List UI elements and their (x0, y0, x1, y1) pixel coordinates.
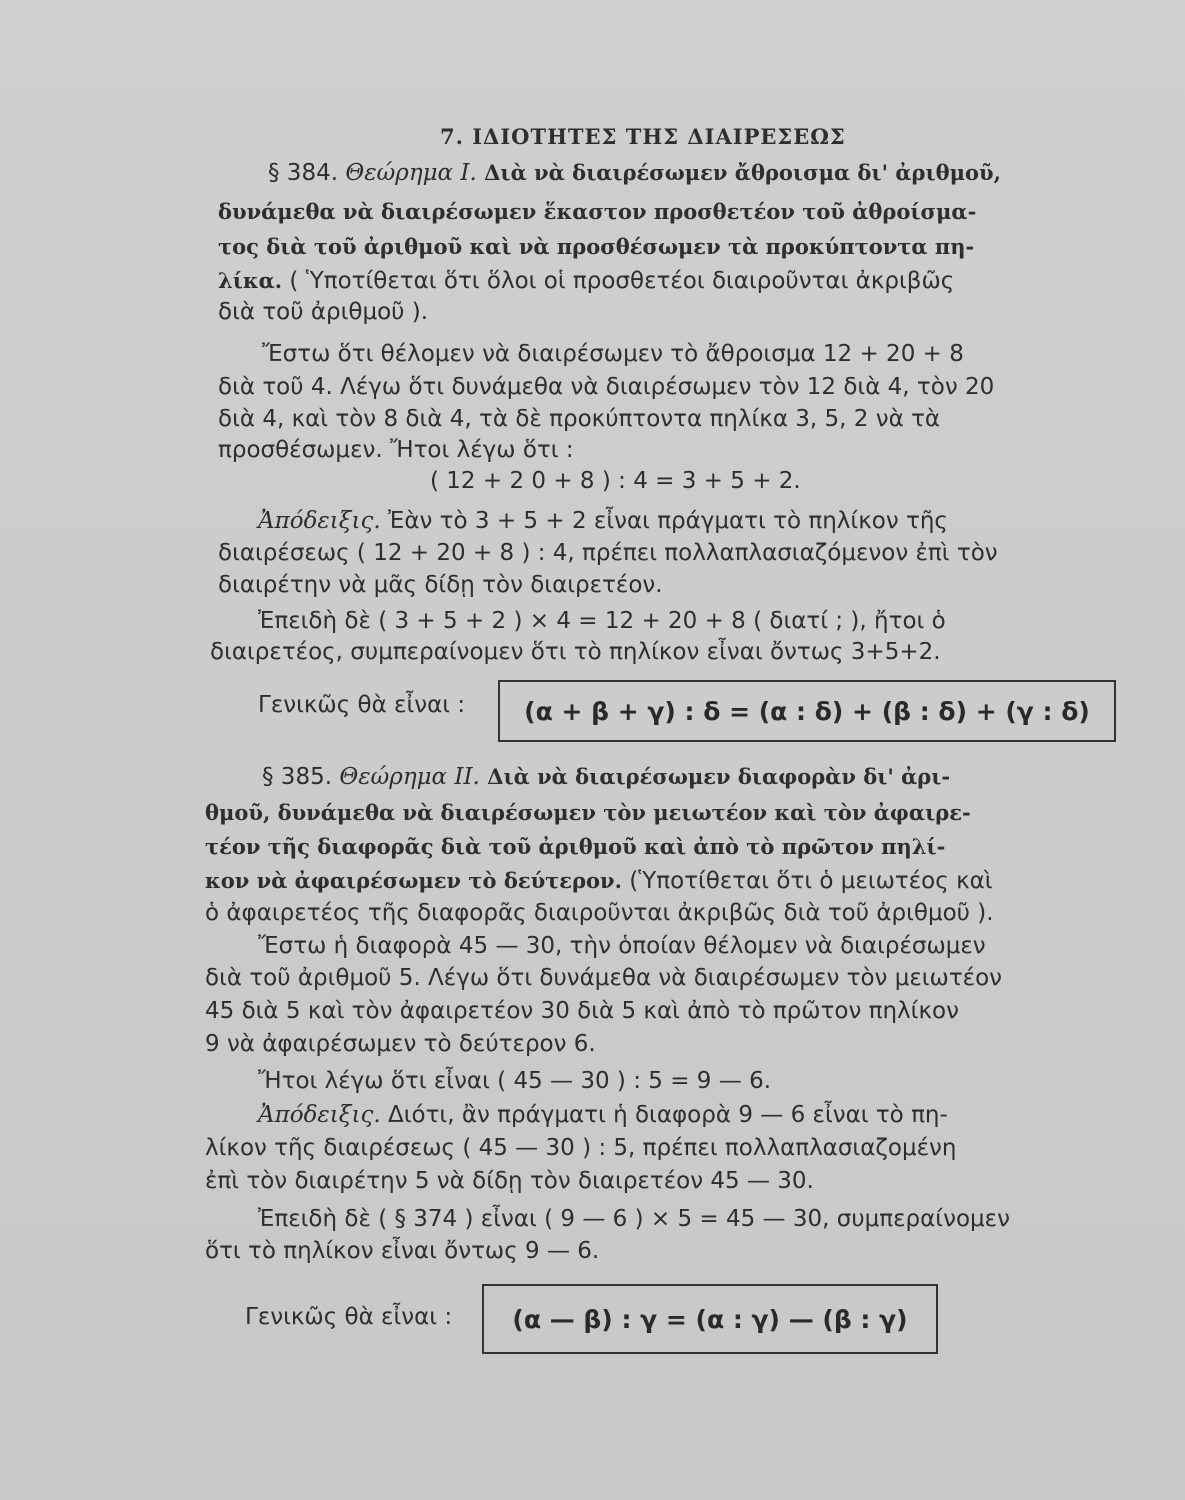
s384-general-label: Γενικῶς θὰ εἶναι : (258, 692, 466, 718)
s385-general-label: Γενικῶς θὰ εἶναι : (245, 1304, 453, 1330)
s384-line-6: Ἔστω ὅτι θέλομεν νὰ διαιρέσωμεν τὸ ἄθροισμα 12 + 20 + 8 (262, 341, 964, 367)
s384-proof-label: Ἀπόδειξις. (258, 508, 381, 534)
s385-proof-label: Ἀπόδειξις. (258, 1102, 381, 1128)
s384-line-7: διὰ τοῦ 4. Λέγω ὅτι δυνάμεθα νὰ διαιρέσωμεν τὸν 12 διὰ 4, τὸν 20 (218, 374, 995, 400)
s385-line-15: ὅτι τὸ πηλίκον εἶναι ὄντως 9 — 6. (205, 1238, 600, 1264)
s384-formula-box (498, 680, 1116, 742)
s385-statement-3: τέον τῆς διαφορᾶς διὰ τοῦ ἀριθμοῦ καὶ ἀπὸ τὸ πρῶτον πηλί- (205, 834, 946, 859)
s384-statement-2: δυνάμεθα νὰ διαιρέσωμεν ἕκαστον προσθετέον τοῦ ἀθροίσμα- (218, 199, 977, 224)
s385-proof-text: Διότι, ἂν πράγματι ἡ διαφορὰ 9 — 6 εἶναι τὸ πη- (387, 1102, 948, 1128)
s384-note: ( Ὑποτίθεται ὅτι ὅλοι οἱ προσθετέοι διαιροῦνται ἀκριβῶς (289, 268, 955, 294)
s384-line-14: Ἐπειδὴ δὲ ( 3 + 5 + 2 ) × 4 = 12 + 20 + 8 ( διατί ; ), ἤτοι ὁ (258, 608, 946, 634)
s385-formula-box (482, 1284, 938, 1354)
s385-statement-2: θμοῦ, δυνάμεθα νὰ διαιρέσωμεν τὸν μειωτέον καὶ τὸν ἀφαιρε- (205, 800, 971, 825)
s384-formula: (α + β + γ) : δ = (α : δ) + (β : δ) + (γ : δ) (524, 696, 1090, 726)
s385-line-8: 45 διὰ 5 καὶ τὸν ἀφαιρετέον 30 διὰ 5 καὶ ἀπὸ τὸ πρῶτον πηλίκον (205, 998, 959, 1024)
s384-statement-1: Διὰ νὰ διαιρέσωμεν ἄθροισμα δι' ἀριθμοῦ, (484, 160, 1001, 185)
s385-formula: (α — β) : γ = (α : γ) — (β : γ) (512, 1304, 908, 1334)
s385-statement-4: κον νὰ ἀφαιρέσωμεν τὸ δεύτερον. (205, 868, 622, 893)
s384-line-8: διὰ 4, καὶ τὸν 8 διὰ 4, τὰ δὲ προκύπτοντα πηλίκα 3, 5, 2 νὰ τὰ (218, 406, 941, 432)
s384-line-15: διαιρετέος, συμπεραίνομεν ὅτι τὸ πηλίκον εἶναι ὄντως 3+5+2. (210, 639, 941, 665)
s384-statement-3: τος διὰ τοῦ ἀριθμοῦ καὶ νὰ προσθέσωμεν τὰ προκύπτοντα πη- (218, 234, 975, 259)
s384-theorem-label: Θεώρημα I. (345, 160, 477, 186)
s385-line-10: Ἤτοι λέγω ὅτι εἶναι ( 45 — 30 ) : 5 = 9 — 6. (258, 1068, 772, 1094)
s385-line-7: διὰ τοῦ ἀριθμοῦ 5. Λέγω ὅτι δυνάμεθα νὰ διαιρέσωμεν τὸν μειωτέον (205, 965, 1003, 991)
s385-line-14: Ἐπειδὴ δὲ ( § 374 ) εἶναι ( 9 — 6 ) × 5 = 45 — 30, συμπεραίνομεν (258, 1206, 1010, 1232)
s384-line-13: διαιρέτην νὰ μᾶς δίδῃ τὸν διαιρετέον. (218, 572, 663, 598)
s385-line-9: 9 νὰ ἀφαιρέσωμεν τὸ δεύτερον 6. (205, 1031, 596, 1057)
s385-line-1 (262, 762, 950, 792)
s385-line-6: Ἔστω ἡ διαφορὰ 45 — 30, τὴν ὁποίαν θέλομεν νὰ διαιρέσωμεν (258, 933, 986, 959)
s384-line-1 (268, 158, 1001, 188)
s384-line-11 (258, 506, 948, 536)
s385-line-13: ἐπὶ τὸν διαιρέτην 5 νὰ δίδῃ τὸν διαιρετέον 45 — 30. (205, 1168, 814, 1194)
s385-line-11 (258, 1100, 948, 1130)
s385-line-5: ὁ ἀφαιρετέος τῆς διαφορᾶς διαιροῦνται ἀκριβῶς διὰ τοῦ ἀριθμοῦ ). (205, 900, 994, 926)
s385-line-12: λίκον τῆς διαιρέσεως ( 45 — 30 ) : 5, πρέπει πολλαπλασιαζομένη (205, 1135, 957, 1161)
s385-note: (Ὑποτίθεται ὅτι ὁ μειωτέος καὶ (629, 868, 993, 894)
s384-statement-4: λίκα. (218, 268, 283, 293)
s384-proof-text: Ἐὰν τὸ 3 + 5 + 2 εἶναι πράγματι τὸ πηλίκον τῆς (387, 508, 948, 534)
s384-section-number: § 384. (268, 160, 339, 186)
s385-section-number: § 385. (262, 764, 333, 790)
s384-equation: ( 12 + 2 0 + 8 ) : 4 = 3 + 5 + 2. (430, 468, 801, 494)
s384-line-4 (218, 266, 954, 296)
s384-line-9: προσθέσωμεν. Ἤτοι λέγω ὅτι : (218, 437, 574, 463)
section-heading: 7. ΙΔΙΟΤΗΤΕΣ ΤΗΣ ΔΙΑΙΡΕΣΕΩΣ (440, 124, 846, 149)
s385-statement-1: Διὰ νὰ διαιρέσωμεν διαφορὰν δι' ἀρι- (487, 764, 951, 789)
s384-line-12: διαιρέσεως ( 12 + 20 + 8 ) : 4, πρέπει πολλαπλασιαζόμενον ἐπὶ τὸν (218, 540, 998, 566)
s384-line-5: διὰ τοῦ ἀριθμοῦ ). (218, 299, 429, 325)
s385-theorem-label: Θεώρημα II. (339, 764, 480, 790)
s385-line-4 (205, 866, 993, 896)
